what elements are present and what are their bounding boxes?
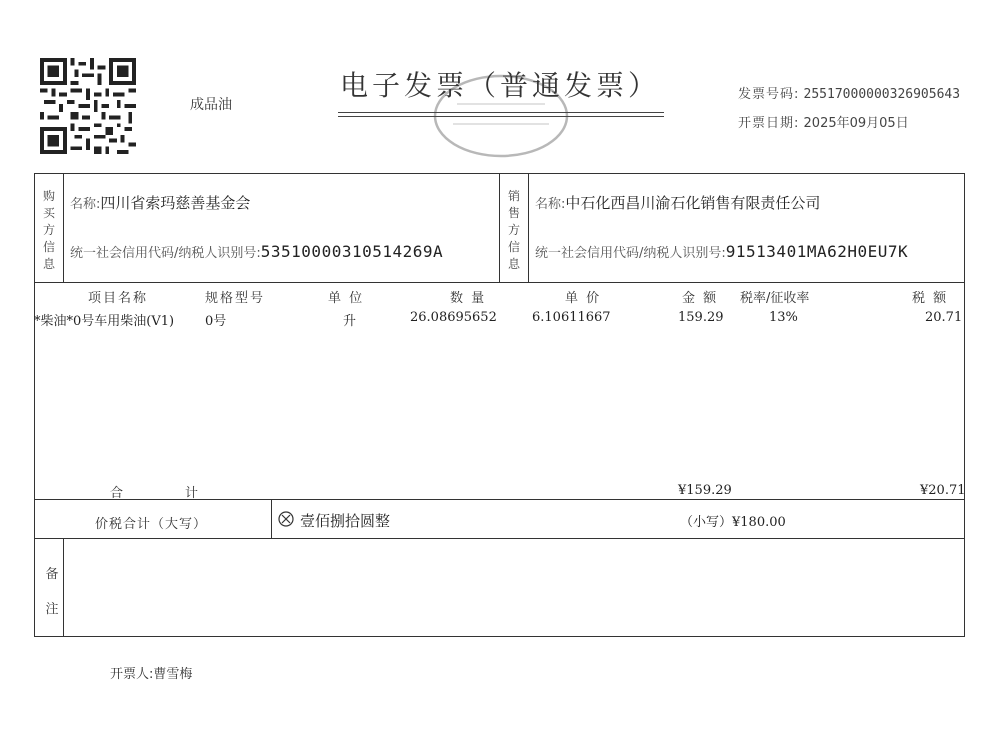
seller-label-divider [528, 173, 529, 282]
price-tax-total-label: 价税合计（大写） [95, 517, 208, 532]
col-header-qty: 数 量 [450, 291, 487, 306]
col-header-price: 单 价 [565, 291, 602, 306]
item-unit: 升 [343, 314, 357, 329]
total-label-divider [271, 499, 272, 538]
item-amount: 159.29 [678, 310, 724, 325]
document-type: 成品油 [190, 97, 232, 113]
remarks-label-divider [63, 538, 64, 637]
qr-code-icon [40, 58, 136, 154]
items-divider [34, 499, 965, 500]
title-underline [338, 112, 664, 113]
seller-name: 名称:中石化西昌川渝石化销售有限责任公司 [535, 194, 821, 212]
party-divider [34, 282, 965, 283]
title-underline-double [338, 116, 664, 117]
col-header-name: 项目名称 [88, 291, 149, 306]
col-header-amount: 金 额 [682, 291, 719, 306]
total-label-right: 计 [185, 486, 199, 501]
col-header-spec: 规格型号 [205, 291, 266, 306]
total-label-left: 合 [110, 486, 124, 501]
issuer: 开票人:曹雪梅 [110, 667, 193, 682]
col-header-rate: 税率/征收率 [740, 291, 810, 306]
seller-tax-id: 统一社会信用代码/纳税人识别号:91513401MA62H0EU7K [535, 242, 909, 261]
item-spec: 0号 [205, 314, 227, 329]
price-tax-total-uppercase: 壹佰捌拾圆整 [300, 512, 391, 530]
circle-x-icon [278, 511, 294, 527]
item-name: *柴油*0号车用柴油(V1) [34, 314, 175, 329]
buyer-label-divider [63, 173, 64, 282]
total-tax: ¥20.71 [920, 483, 966, 498]
buyer-name: 名称:四川省索玛慈善基金会 [70, 194, 251, 212]
issue-date: 开票日期: 2025年09月05日 [738, 116, 909, 131]
item-qty: 26.08695652 [410, 310, 497, 325]
total-amount: ¥159.29 [678, 483, 732, 498]
col-header-tax: 税 额 [912, 291, 949, 306]
total-divider [34, 538, 965, 539]
item-price: 6.10611667 [532, 310, 611, 325]
party-middle-divider [499, 173, 500, 282]
remarks-label-bottom: 注 [45, 602, 59, 617]
col-header-unit: 单 位 [328, 291, 365, 306]
remarks-label-top: 备 [45, 567, 59, 582]
seller-section-label: 销 售 方 信 息 [507, 189, 520, 271]
item-tax: 20.71 [925, 310, 963, 325]
buyer-tax-id: 统一社会信用代码/纳税人识别号:53510000310514269A [70, 242, 444, 261]
price-tax-total-lowercase: （小写）¥180.00 [680, 515, 786, 530]
item-tax-rate: 13% [769, 310, 798, 325]
buyer-section-label: 购 买 方 信 息 [42, 189, 55, 271]
invoice-title: 电子发票（普通发票） [340, 69, 661, 102]
invoice-number: 发票号码: 25517000000326905643 [738, 87, 961, 102]
